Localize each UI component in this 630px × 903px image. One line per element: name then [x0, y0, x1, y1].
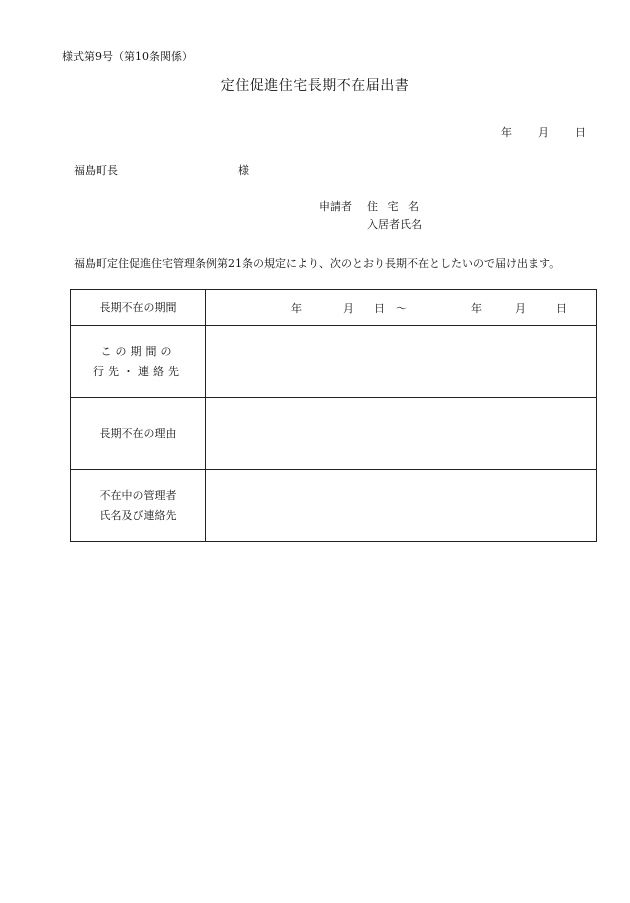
destination-label	[71, 326, 206, 398]
start-year-label: 年	[291, 302, 302, 315]
submission-date	[501, 124, 586, 140]
period-separator: ～	[396, 302, 407, 315]
date-day-label: 日	[575, 126, 586, 139]
period-field[interactable]	[206, 290, 597, 326]
manager-label-line1: 不在中の管理者	[99, 488, 177, 502]
manager-label-line2: 氏名及び連絡先	[99, 508, 177, 522]
declaration-text: 福島町定住促進住宅管理条例第21条の規定により、次のとおり長期不在としたいので届け出ます。	[74, 257, 561, 270]
reason-field[interactable]	[206, 398, 597, 470]
absence-form-table	[70, 289, 597, 542]
addressee-name: 福島町長	[74, 164, 118, 177]
reason-label: 長期不在の理由	[71, 398, 206, 470]
reason-row	[71, 398, 597, 470]
start-month-label: 月	[343, 302, 354, 315]
document-title: 定住促進住宅長期不在届出書	[220, 78, 410, 94]
start-day-label: 日	[374, 302, 385, 315]
manager-label	[71, 470, 206, 542]
destination-label-line1: この期間の	[100, 344, 176, 358]
form-number: 様式第9号（第10条関係）	[62, 50, 193, 63]
end-year-label: 年	[471, 302, 482, 315]
end-month-label: 月	[515, 302, 526, 315]
destination-field[interactable]	[206, 326, 597, 398]
manager-row	[71, 470, 597, 542]
date-year-label: 年	[501, 126, 512, 139]
manager-field[interactable]	[206, 470, 597, 542]
destination-label-line2: 行先・連絡先	[93, 364, 183, 378]
housing-name-label: 住 宅 名	[367, 200, 422, 213]
applicant-label: 申請者	[319, 200, 352, 213]
date-month-label: 月	[538, 126, 549, 139]
period-row	[71, 290, 597, 326]
period-label: 長期不在の期間	[71, 290, 206, 326]
destination-row	[71, 326, 597, 398]
resident-name-label: 入居者氏名	[367, 218, 422, 231]
end-day-label: 日	[556, 302, 567, 315]
addressee-honorific: 様	[238, 164, 249, 177]
